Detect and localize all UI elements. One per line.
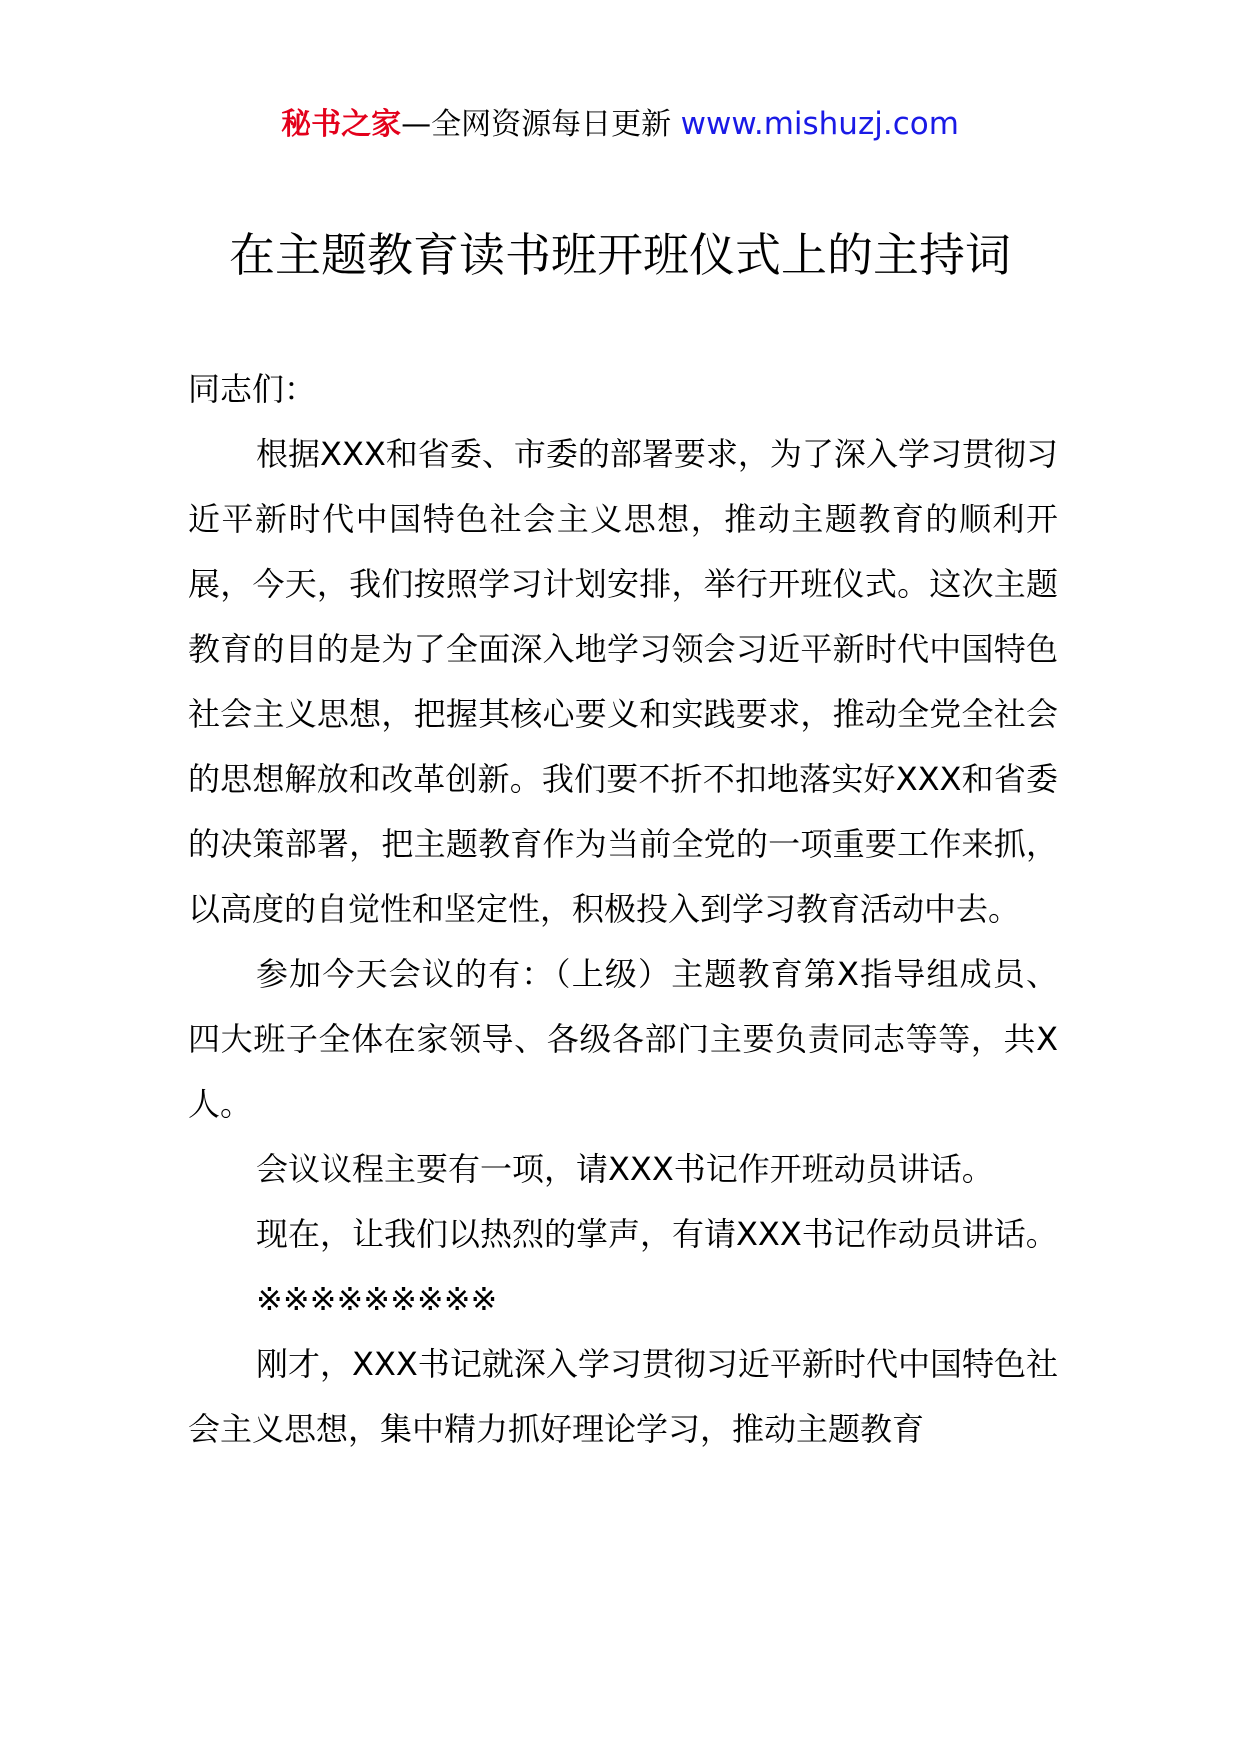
paragraph-4: 现在，让我们以热烈的掌声，有请XXX书记作动员讲话。	[256, 1215, 1058, 1253]
paragraph-5: 刚才，XXX书记就深入学习贯彻习近平新时代中国特色社会主义思想，集中精力抓好理论学习，推动主题教育	[188, 1345, 1058, 1448]
brand-name: 秘书之家	[281, 107, 402, 142]
paragraph-3: 会议议程主要有一项，请XXX书记作开班动员讲话。	[256, 1150, 994, 1188]
header-tagline: —全网资源每日更新	[401, 107, 681, 142]
section-divider: ※※※※※※※※※	[256, 1280, 498, 1318]
site-header	[0, 104, 1240, 145]
site-url-link[interactable]: www.mishuzj.com	[680, 106, 959, 142]
paragraph-1: 根据XXX和省委、市委的部署要求，为了深入学习贯彻习近平新时代中国特色社会主义思想，推动主题教育的顺利开展，今天，我们按照学习计划安排，举行开班仪式。这次主题教育的目的是为了全面深入地学习领会习近平新时代中国特色社会主义思想，把握其核心要义和实践要求，推动全党全社会的思想解放和改革创新。我们要不折不扣地落实好XXX和省委的决策部署，把主题教育作为当前全党的一项重要工作来抓，以高度的自觉性和坚定性，积极投入到学习教育活动中去。	[188, 435, 1058, 928]
document-title: 在主题教育读书班开班仪式上的主持词	[229, 228, 1011, 282]
document-body	[188, 357, 1058, 1462]
paragraph-2: 参加今天会议的有：（上级）主题教育第X指导组成员、四大班子全体在家领导、各级各部门主要负责同志等等，共X人。	[188, 955, 1058, 1123]
salutation: 同志们：	[188, 370, 317, 408]
